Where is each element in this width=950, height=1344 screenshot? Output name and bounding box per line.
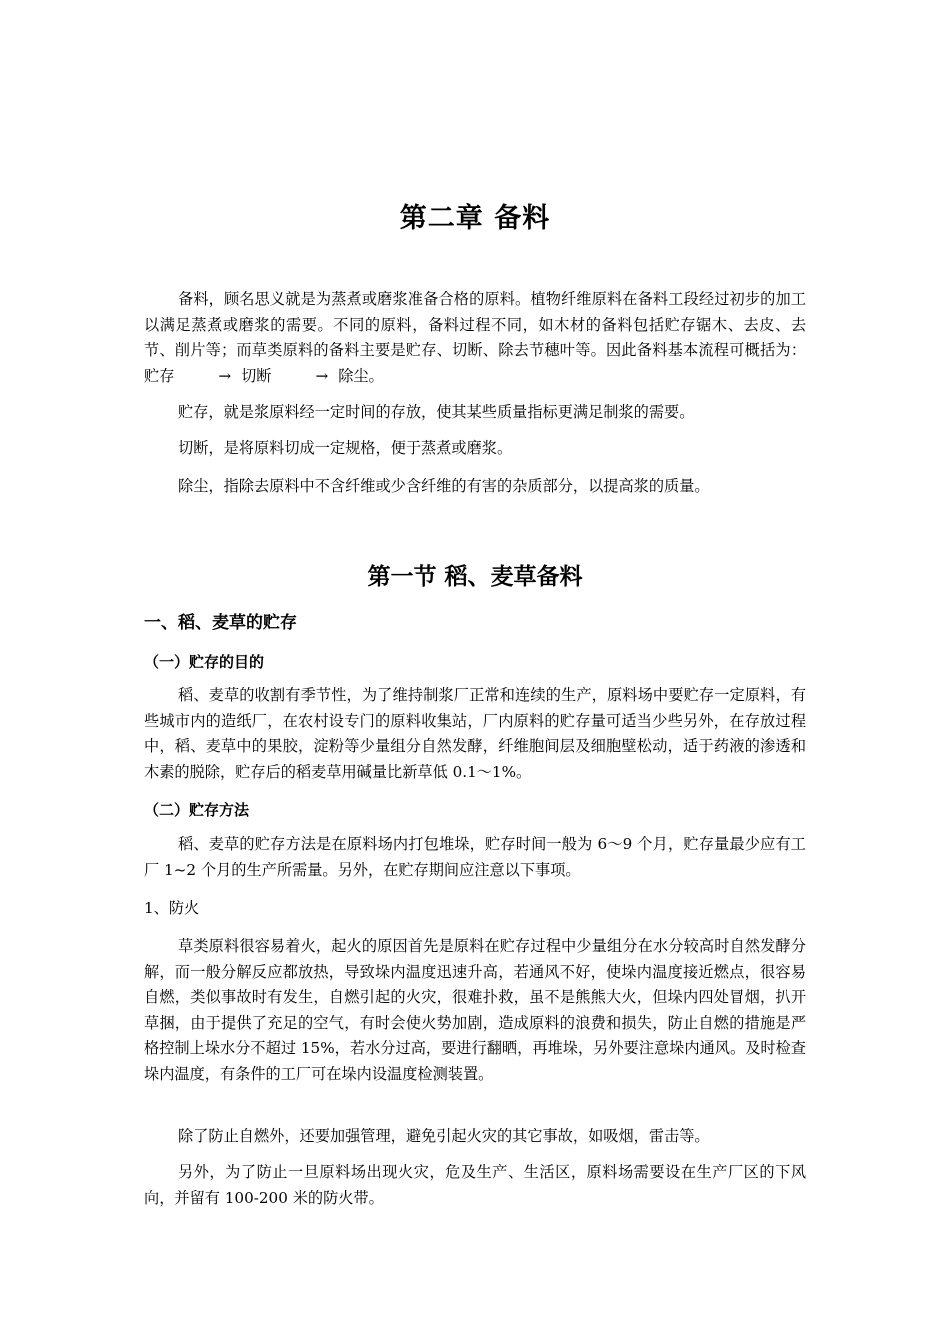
intro-paragraph: [144, 287, 806, 389]
cutting-definition: 切断，是将原料切成一定规格，便于蒸煮或磨浆。: [178, 439, 513, 457]
subheading-purpose: （一）贮存的目的: [144, 653, 265, 671]
flow-step-2: 切断: [241, 366, 272, 385]
item-fire-heading: 1、防火: [144, 899, 200, 917]
storage-definition: 贮存，就是浆原料经一定时间的存放，使其某些质量指标更满足制浆的需要。: [178, 403, 695, 421]
purpose-paragraph: 稻、麦草的收割有季节性，为了维持制浆厂正常和连续的生产，原料场中要贮存一定原料，有些城市内的造纸厂，在农村设专门的原料收集站，厂内原料的贮存量可适当少些另外，在存放过程中，稻、麦草中的果胶，淀粉等少量组分自然发酵，纤维胞间层及细胞壁松动，适于药液的渗透和木素的脱除，贮存后的稻麦草用碱量比新草低 0.1～1%。: [144, 686, 806, 781]
fire-management-paragraph: 除了防止自燃外，还要加强管理，避免引起火灾的其它事故，如吸烟，雷击等。: [178, 1127, 710, 1145]
method-paragraph: 稻、麦草的贮存方法是在原料场内打包堆垛，贮存时间一般为 6～9 个月，贮存量最少应有工厂 1~2 个月的生产所需量。另外，在贮存期间应注意以下事项。: [144, 835, 806, 879]
intro-text: 备料，顾名思义就是为蒸煮或磨浆准备合格的原料。植物纤维原料在备料工段经过初步的加工以满足蒸煮或磨浆的需要。不同的原料，备料过程不同，如木材的备料包括贮存锯木、去皮、去节、削片等；而草类原料的备料主要是贮存、切断、除去节穗叶等。因此备料基本流程可概括为：: [144, 290, 806, 360]
flow-arrow-icon: →: [218, 366, 232, 385]
dedusting-definition: 除尘，指除去原料中不含纤维或少含纤维的有害的杂质部分，以提高浆的质量。: [178, 477, 710, 495]
flow-arrow-icon: →: [315, 366, 329, 385]
subheading-method: （二）贮存方法: [144, 801, 250, 819]
flow-step-3: 除尘。: [338, 366, 384, 385]
flow-step-1: 贮存: [144, 366, 175, 385]
heading-storage: 一、稻、麦草的贮存: [144, 613, 297, 633]
firebreak-paragraph: 另外，为了防止一旦原料场出现火灾，危及生产、生活区，原料场需要设在生产厂区的下风向，并留有 100-200 米的防火带。: [144, 1163, 806, 1207]
fire-paragraph: 草类原料很容易着火，起火的原因首先是原料在贮存过程中少量组分在水分较高时自然发酵分解，而一般分解反应都放热，导致垛内温度迅速升高，若通风不好，使垛内温度接近燃点，很容易自燃，类似事故时有发生，自燃引起的火灾，很难扑救，虽不是熊熊大火，但垛内四处冒烟，扒开草捆，由于提供了充足的空气，有时会使火势加剧，造成原料的浪费和损失，防止自燃的措施是严格控制上垛水分不超过 15%，若水分过高，要进行翻晒，再堆垛，另外要注意垛内通风。及时检查垛内温度，有条件的工厂可在垛内设温度检测装置。: [144, 937, 806, 1083]
chapter-title: 第二章 备料: [399, 203, 551, 234]
section-title: 第一节 稻、麦草备料: [367, 563, 583, 590]
